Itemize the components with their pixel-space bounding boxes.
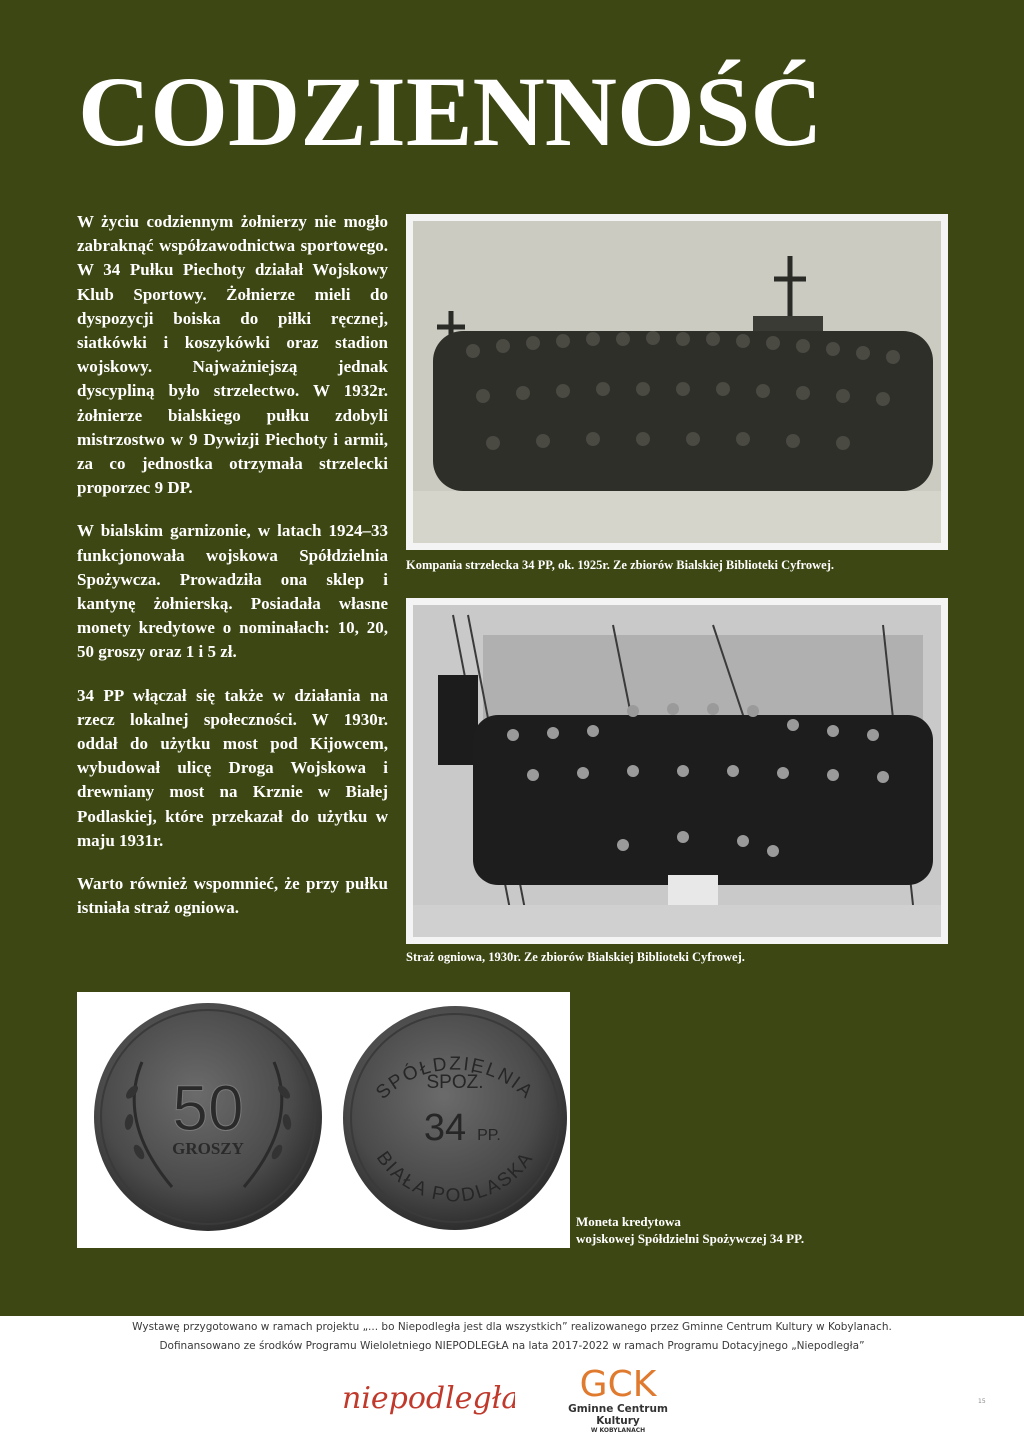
coin-back-bottom-text: BIAŁA PODLASKA <box>371 1147 539 1207</box>
coin-back-mid-text: SPOŻ. <box>426 1072 484 1093</box>
photo-rifle-company <box>406 214 948 550</box>
paragraph-cooperative: W bialskim garnizonie, w latach 1924–33 funkcjonowała wojskowa Spółdzielnia Spożywcza. Prowadziła ona sklep i kantynę żołnierską. Posiadała własne monety kredytowe o nominałach: 10, 20, 50 groszy oraz 1 i 5 zł. <box>77 521 388 662</box>
footer-funding-note: Dofinansowano ze środków Programu Wieloletniego NIEPODLEGŁA na lata 2017-2022 w ramach Programu Dotacyjnego „Niepodległa” <box>159 1340 865 1352</box>
coin-front-value: 50 <box>172 1072 244 1144</box>
gck-sub: W KOBYLANACH <box>590 1427 646 1434</box>
coin-front-label: GROSZY <box>172 1139 244 1158</box>
gck-name: Gminne Centrum Kultury <box>568 1403 668 1427</box>
paragraph-fire-brigade: Warto również wspomnieć, że przy pułku istniała straż ogniowa. <box>77 874 388 918</box>
coins-image <box>77 992 570 1248</box>
coin-back-unit-suffix: PP. <box>477 1127 501 1144</box>
niepodlegla-logo-text: niepodległa <box>342 1381 515 1416</box>
niepodlegla-logo <box>340 1378 515 1432</box>
gck-logo <box>548 1363 688 1434</box>
paragraph-community: 34 PP włączał się także w działania na rzecz lokalnej społeczności. W 1930r. oddał do użytku most pod Kijowcem, wybudował ulicę Droga Wojskowa i drewniany most na Krznie w Białej Podlaskiej, które przekazał do użytku w maju 1931r. <box>77 685 388 850</box>
paragraph-sport: W życiu codziennym żołnierzy nie mogło zabraknąć współzawodnictwa sportowego. W 34 Pułku Piechoty działał Wojskowy Klub Sportowy. Żołnierze mieli do dyspozycji boiska do piłki ręcznej, siatkówki i koszykówki oraz stadion wojskowy. Najważniejszą jednak dyscypliną było strzelectwo. W 1932r. żołnierze bialskiego pułku zdobyli mistrzostwo w 9 Dywizji Piechoty i armii, za co jednostka otrzymała strzelecki proporzec 9 DP. <box>77 212 388 498</box>
rifle-company-image <box>413 221 941 543</box>
coin-back-unit: 34 <box>423 1107 467 1149</box>
gck-logo-mark: GCK <box>579 1364 657 1401</box>
coin-image-panel <box>77 992 570 1248</box>
text-column <box>77 210 388 939</box>
photo-fire-brigade <box>406 598 948 944</box>
coin-back-top-text: SPÓŁDZIELNIA <box>372 1053 538 1104</box>
footer-project-note: Wystawę przygotowano w ramach projektu „... bo Niepodległa jest dla wszystkich” realizowanego przez Gminne Centrum Kultury w Kobylanach. <box>132 1321 892 1333</box>
coin-caption-line2: wojskowej Spółdzielni Spożywczej 34 PP. <box>576 1231 805 1246</box>
coin-caption-line1: Moneta kredytowa <box>576 1214 681 1229</box>
page-title: CODZIENNOŚĆ <box>78 56 823 167</box>
photo-caption-rifle-company: Kompania strzelecka 34 PP, ok. 1925r. Ze zbiorów Bialskiej Biblioteki Cyfrowej. <box>406 558 834 572</box>
coin-caption <box>576 1213 804 1247</box>
fire-brigade-image <box>413 605 941 937</box>
page-number: 15 <box>978 1398 986 1405</box>
photo-caption-fire-brigade: Straż ogniowa, 1930r. Ze zbiorów Bialskiej Biblioteki Cyfrowej. <box>406 950 745 964</box>
